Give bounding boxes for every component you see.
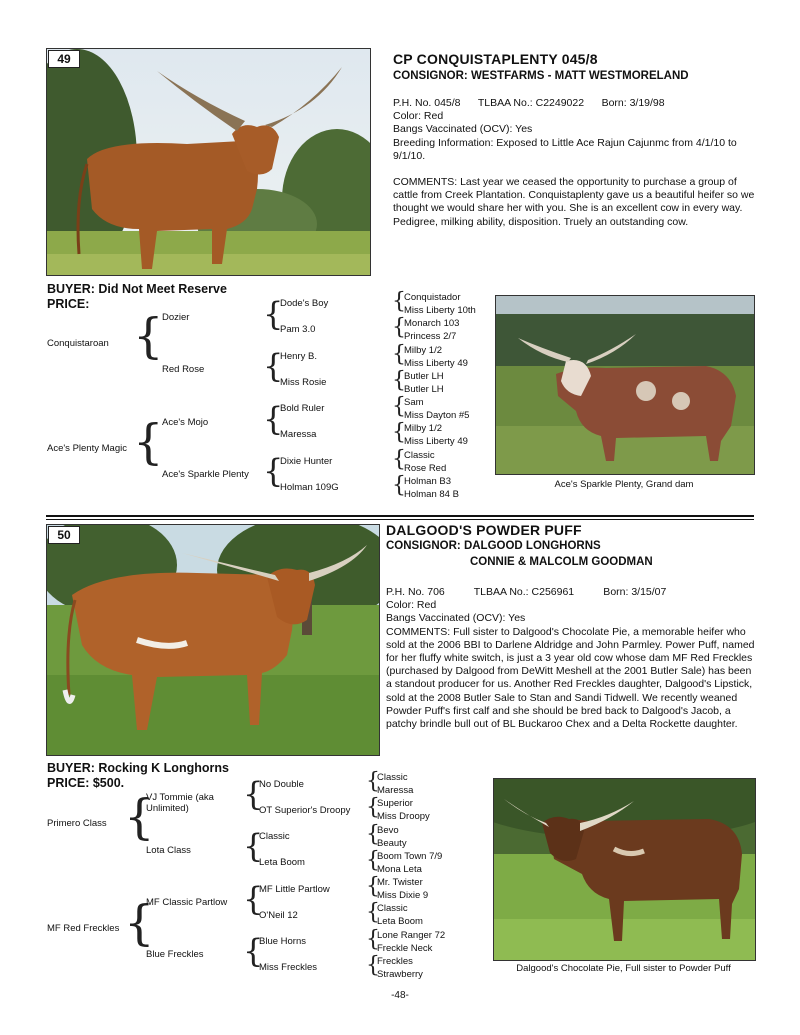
brace-icon: { — [366, 769, 380, 794]
lot50-gen4-6: Boom Town 7/9 — [377, 851, 443, 862]
brace-icon: { — [392, 394, 406, 419]
lot49-gen2-1: Red Rose — [162, 364, 205, 375]
lot50-gen4-1: Maressa — [377, 785, 414, 796]
lot50-info — [386, 586, 758, 731]
lot50-consignor: CONSIGNOR: DALGOOD LONGHORNS — [386, 540, 601, 552]
lot49-gen4-3: Princess 2/7 — [404, 331, 457, 342]
brace-icon: { — [366, 874, 380, 899]
brace-icon: { — [392, 368, 406, 393]
lot49-pedigree-dam: Ace's Plenty Magic — [47, 443, 127, 454]
lot49-gen2-2: Ace's Mojo — [162, 417, 209, 428]
lot50-gen3-5: O'Neil 12 — [259, 910, 298, 921]
brace-icon: { — [392, 447, 406, 472]
lot49-gen4-8: Sam — [404, 397, 424, 408]
lot50-gen4-11: Leta Boom — [377, 916, 423, 927]
lot49-gen3-0: Dode's Boy — [280, 298, 329, 309]
lot50-color: Color: Red — [386, 599, 437, 612]
lot50-pedigree-sire: Primero Class — [47, 818, 107, 829]
lot49-bangs: Bangs Vaccinated (OCV): Yes — [393, 123, 533, 136]
lot49-gen4-10: Milby 1/2 — [404, 423, 443, 434]
lot49-gen3-7: Holman 109G — [280, 482, 339, 493]
lot50-gen4-4: Bevo — [377, 825, 399, 836]
brace-icon: { — [263, 452, 284, 490]
lot50-gen4-5: Beauty — [377, 838, 407, 849]
brace-icon: { — [392, 342, 406, 367]
lot50-gen3-4: MF Little Partlow — [259, 884, 330, 895]
brace-icon: { — [392, 473, 406, 498]
brace-icon: { — [366, 927, 380, 952]
lot49-pedigree-sire: Conquistaroan — [47, 338, 109, 349]
lot49-info — [393, 97, 758, 229]
lot49-gen4-0: Conquistador — [404, 292, 461, 303]
lot50-gen3-3: Leta Boom — [259, 857, 305, 868]
lot49-gen3-5: Maressa — [280, 429, 317, 440]
lot50-name: DALGOOD'S POWDER PUFF — [386, 522, 582, 538]
lot50-main-photo — [46, 524, 380, 756]
lot49-gen4-14: Holman B3 — [404, 476, 451, 487]
brace-icon: { — [366, 900, 380, 925]
brace-icon: { — [366, 795, 380, 820]
brace-icon: { — [263, 295, 284, 333]
lot50-gen3-7: Miss Freckles — [259, 962, 318, 973]
lot50-gen2-1: Lota Class — [146, 845, 191, 856]
brace-icon: { — [133, 308, 164, 364]
lot50-gen4-0: Classic — [377, 772, 408, 783]
brace-icon: { — [243, 827, 264, 865]
lot49-gen4-7: Butler LH — [404, 384, 444, 395]
lot49-gen4-12: Classic — [404, 450, 435, 461]
lot50-gen2-2: MF Classic Partlow — [146, 897, 228, 908]
lot49-gen4-4: Milby 1/2 — [404, 345, 443, 356]
lot50-gen4-13: Freckle Neck — [377, 943, 433, 954]
lot49-gen4-9: Miss Dayton #5 — [404, 410, 470, 421]
lot49-gen4-6: Butler LH — [404, 371, 444, 382]
brace-icon: { — [366, 953, 380, 978]
lot50-photo-caption: Dalgood's Chocolate Pie, Full sister to Powder Puff — [516, 963, 731, 974]
lot50-ids: P.H. No. 706 TLBAA No.: C256961 Born: 3/15/07 — [386, 586, 667, 598]
lot49-name: CP CONQUISTAPLENTY 045/8 — [393, 51, 598, 67]
lot49-gen3-6: Dixie Hunter — [280, 456, 333, 467]
lot49-color: Color: Red — [393, 110, 444, 123]
brace-icon: { — [124, 895, 155, 951]
lot50-gen3-6: Blue Horns — [259, 936, 306, 947]
lot49-gen3-4: Bold Ruler — [280, 403, 325, 414]
brace-icon: { — [243, 775, 264, 813]
lot49-gen2-3: Ace's Sparkle Plenty — [162, 469, 249, 480]
lot49-grand-dam-photo — [495, 295, 755, 475]
lot49-gen3-3: Miss Rosie — [280, 377, 327, 388]
lot50-gen3-2: Classic — [259, 831, 290, 842]
lot49-gen4-15: Holman 84 B — [404, 489, 459, 500]
brace-icon: { — [392, 315, 406, 340]
brace-icon: { — [366, 822, 380, 847]
lot50-sister-photo — [493, 778, 756, 961]
lot50-gen4-15: Strawberry — [377, 969, 423, 980]
brace-icon: { — [392, 420, 406, 445]
lot50-gen4-14: Freckles — [377, 956, 413, 967]
lot50-gen2-0: VJ Tommie (aka Unlimited) — [146, 792, 214, 814]
lot50-comments: COMMENTS: Full sister to Dalgood's Chocolate Pie, a memorable heifer who sold at the 2006 BBI to Darlene Aldridge and John Parmley. Power Puff, named for her fluffy white switch, is just a 3 year old cow whose dam MF Red Freckles (purchased by Dalgood from DeWitt Meshell at the 2001 Butler Sale) has been a standout producer for us. Another Red Freckles daughter, Dalgood's Lipstick, sold at the 2008 Butler Sale to Stan and Sandi Tidwell. We recently weaned Powder Puff's first calf and she should be bred back to Dalgood's Jacob, a patchy brindle bull out of BL Buckaroo Chex and a Delta Rockette daughter. — [386, 625, 755, 731]
page-number: -48- — [391, 990, 409, 1001]
brace-icon: { — [263, 400, 284, 438]
brace-icon: { — [133, 414, 164, 470]
lot49-photo-caption: Ace's Sparkle Plenty, Grand dam — [554, 479, 694, 490]
section-divider — [46, 515, 754, 517]
lot49-ids: P.H. No. 045/8 TLBAA No.: C2249022 Born: 3/19/98 — [393, 97, 665, 109]
lot49-gen4-13: Rose Red — [404, 463, 447, 474]
lot49-number-badge: 49 — [48, 50, 80, 68]
lot50-consignor-names: CONNIE & MALCOLM GOODMAN — [470, 556, 653, 568]
lot49-buyer: BUYER: Did Not Meet Reserve — [47, 282, 227, 296]
lot49-gen4-11: Miss Liberty 49 — [404, 436, 468, 447]
brace-icon: { — [392, 289, 406, 314]
lot49-gen3-1: Pam 3.0 — [280, 324, 316, 335]
lot50-gen3-0: No Double — [259, 779, 304, 790]
lot50-number-badge: 50 — [48, 526, 80, 544]
lot49-gen4-5: Miss Liberty 49 — [404, 358, 468, 369]
lot49-gen2-0: Dozier — [162, 312, 190, 323]
lot50-gen4-10: Classic — [377, 903, 408, 914]
brace-icon: { — [263, 347, 284, 385]
lot50-gen4-7: Mona Leta — [377, 864, 422, 875]
lot49-gen3-2: Henry B. — [280, 351, 317, 362]
brace-icon: { — [243, 880, 264, 918]
lot49-gen4-2: Monarch 103 — [404, 318, 460, 329]
lot50-buyer: BUYER: Rocking K Longhorns — [47, 761, 229, 775]
lot50-pedigree-dam: MF Red Freckles — [47, 923, 120, 934]
lot49-breeding: Breeding Information: Exposed to Little Ace Rajun Cajunmc from 4/1/10 to 9/1/10. — [393, 136, 737, 162]
lot49-main-photo — [46, 48, 371, 276]
section-divider-thin — [46, 519, 754, 520]
lot49-comments: COMMENTS: Last year we ceased the opportunity to purchase a group of cattle from Creek Plantation. Conquistaplenty gave us a beautiful heifer so we thought we would share her with you. She is an excellent cow in every way. Pedigree, milking ability, disposition. Truely an outstanding cow. — [393, 176, 755, 228]
brace-icon: { — [243, 932, 264, 970]
lot49-price: PRICE: — [47, 297, 90, 311]
lot50-gen4-2: Superior — [377, 798, 413, 809]
lot50-price: PRICE: $500. — [47, 776, 125, 790]
lot50-gen4-8: Mr. Twister — [377, 877, 423, 888]
lot50-bangs: Bangs Vaccinated (OCV): Yes — [386, 612, 526, 625]
lot50-gen4-3: Miss Droopy — [377, 811, 430, 822]
lot50-gen4-12: Lone Ranger 72 — [377, 930, 446, 941]
lot50-gen4-9: Miss Dixie 9 — [377, 890, 429, 901]
lot50-gen2-3: Blue Freckles — [146, 949, 204, 960]
lot49-gen4-1: Miss Liberty 10th — [404, 305, 476, 316]
brace-icon: { — [124, 789, 155, 845]
lot49-consignor: CONSIGNOR: WESTFARMS - MATT WESTMORELAND — [393, 70, 689, 82]
brace-icon: { — [366, 848, 380, 873]
lot50-gen3-1: OT Superior's Droopy — [259, 805, 351, 816]
